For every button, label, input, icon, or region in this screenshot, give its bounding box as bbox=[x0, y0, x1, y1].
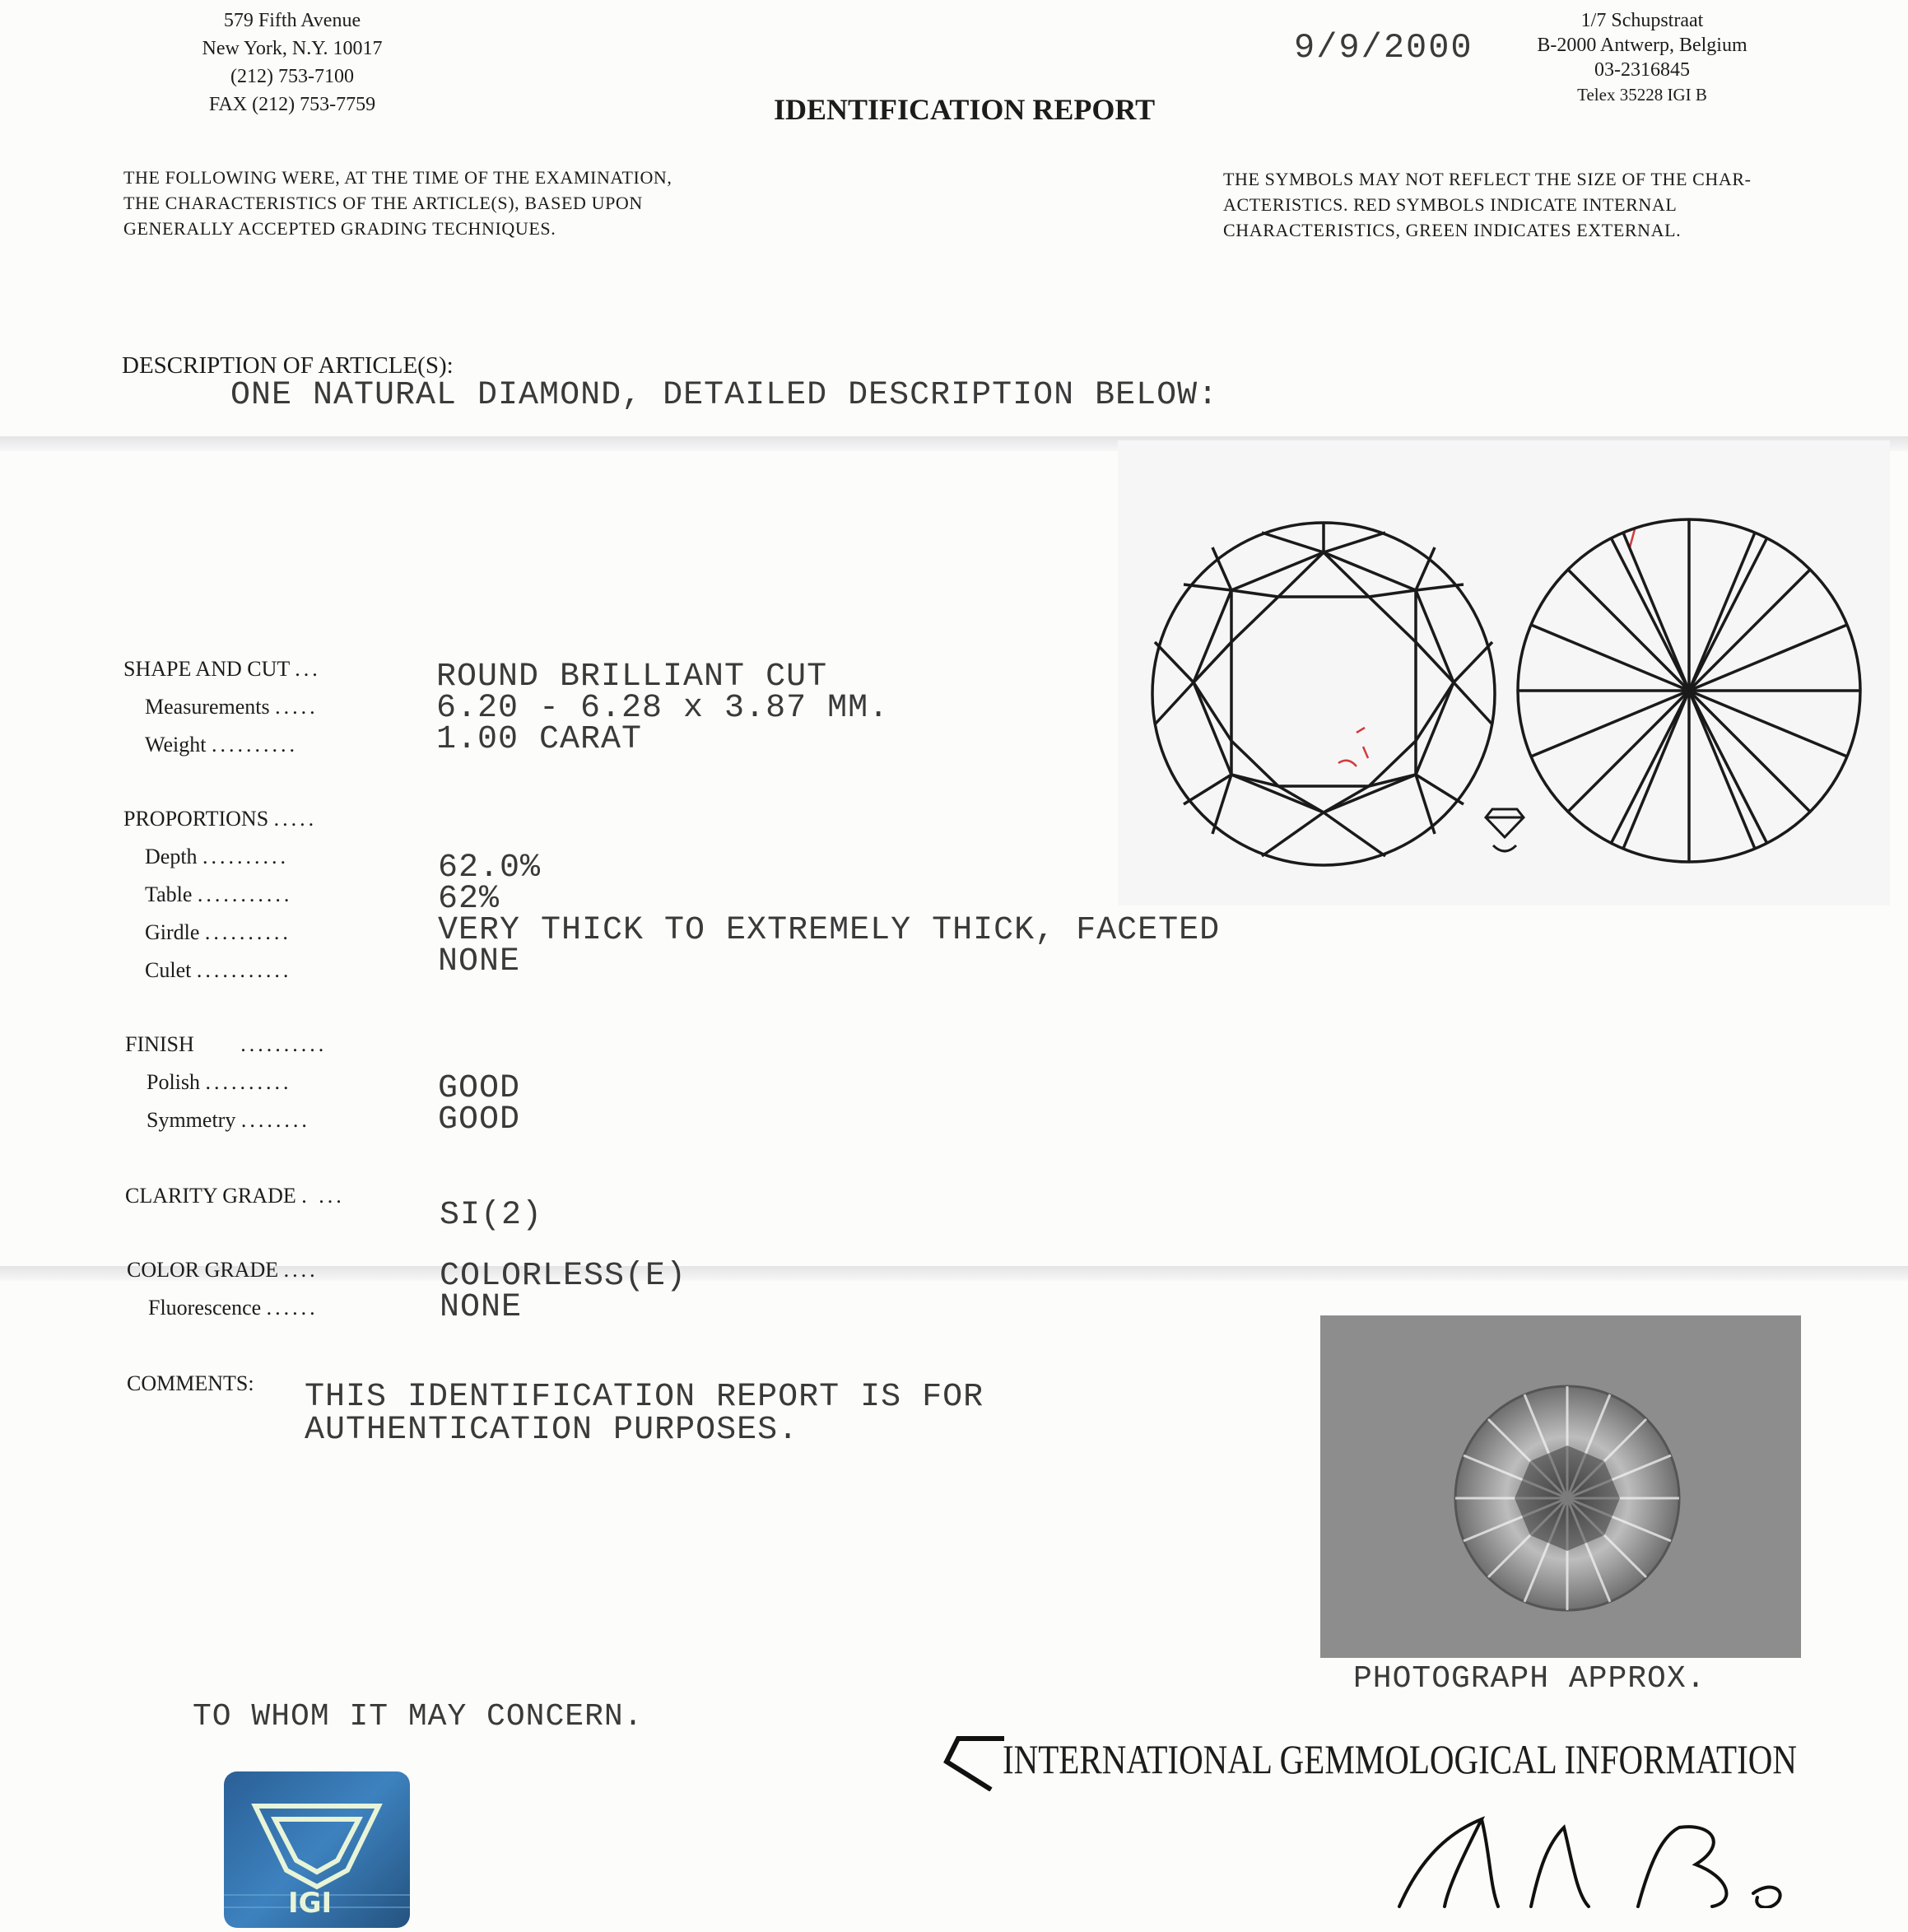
address-line: Telex 35228 IGI B bbox=[1577, 85, 1707, 105]
culet-label: Culet ........... bbox=[145, 958, 292, 982]
polish-value: GOOD bbox=[438, 1070, 521, 1107]
address-line: B-2000 Antwerp, Belgium bbox=[1537, 35, 1747, 56]
address-line: (212) 753-7100 bbox=[230, 66, 354, 87]
diamond-symbol-icon bbox=[1486, 809, 1524, 851]
address-line: 03-2316845 bbox=[1594, 59, 1690, 81]
color-grade-label: COLOR GRADE .... bbox=[127, 1258, 319, 1282]
org-name-block bbox=[943, 1732, 1832, 1798]
girdle-value: VERY THICK TO EXTREMELY THICK, FACETED bbox=[438, 912, 1221, 949]
table-label: Table ........... bbox=[145, 882, 293, 906]
measurements-value: 6.20 - 6.28 x 3.87 MM. bbox=[436, 690, 890, 727]
fluorescence-value: NONE bbox=[440, 1289, 523, 1326]
symmetry-value: GOOD bbox=[438, 1101, 521, 1138]
clarity-value: SI(2) bbox=[440, 1197, 543, 1234]
comments-label: COMMENTS: bbox=[127, 1371, 254, 1395]
report-title: IDENTIFICATION REPORT bbox=[774, 93, 1156, 126]
address-line: 579 Fifth Avenue bbox=[223, 10, 361, 31]
comments-value bbox=[305, 1381, 984, 1447]
igi-logo-icon bbox=[943, 1734, 1009, 1791]
disclaimer-left bbox=[123, 165, 672, 241]
diamond-plot-panel bbox=[1118, 440, 1890, 905]
antwerp-address bbox=[1506, 8, 1778, 107]
disclaimer-line: CHARACTERISTICS, GREEN INDICATES EXTERNAL. bbox=[1223, 220, 1682, 240]
weight-value: 1.00 CARAT bbox=[436, 721, 643, 758]
hologram-seal bbox=[224, 1771, 410, 1928]
disclaimer-line: ACTERISTICS. RED SYMBOLS INDICATE INTERNAL bbox=[1223, 194, 1678, 215]
address-line: FAX (212) 753-7759 bbox=[208, 94, 376, 115]
disclaimer-line: THE SYMBOLS MAY NOT REFLECT THE SIZE OF THE CHAR- bbox=[1223, 169, 1752, 189]
disclaimer-line: THE FOLLOWING WERE, AT THE TIME OF THE EXAMINATION, bbox=[123, 167, 672, 188]
pavilion-view bbox=[1518, 519, 1860, 862]
seal-text: IGI bbox=[288, 1887, 333, 1920]
disclaimer-line: THE CHARACTERISTICS OF THE ARTICLE(S), BASED UPON bbox=[123, 193, 643, 213]
description-label: DESCRIPTION OF ARTICLE(S): bbox=[122, 352, 454, 379]
diamond-plot-diagram bbox=[1118, 440, 1890, 905]
disclaimer-line: GENERALLY ACCEPTED GRADING TECHNIQUES. bbox=[123, 218, 556, 239]
shape-cut-label: SHAPE AND CUT ... bbox=[123, 657, 321, 681]
org-name: INTERNATIONAL GEMMOLOGICAL INFORMATION bbox=[1003, 1736, 1797, 1782]
photo-caption: PHOTOGRAPH APPROX. bbox=[1353, 1661, 1706, 1697]
address-line: 1/7 Schupstraat bbox=[1580, 10, 1704, 31]
weight-label: Weight .......... bbox=[145, 733, 298, 757]
color-value: COLORLESS(E) bbox=[440, 1258, 687, 1295]
signature bbox=[1366, 1803, 1827, 1908]
crown-view bbox=[1152, 523, 1495, 865]
diamond-photo-image bbox=[1320, 1315, 1801, 1658]
address-line: New York, N.Y. 10017 bbox=[202, 38, 383, 59]
shape-value: ROUND BRILLIANT CUT bbox=[436, 659, 828, 696]
culet-value: NONE bbox=[438, 943, 521, 980]
measurements-label: Measurements ..... bbox=[145, 695, 319, 719]
diamond-photograph bbox=[1320, 1315, 1801, 1658]
depth-value: 62.0% bbox=[438, 850, 542, 887]
fluorescence-label: Fluorescence ...... bbox=[148, 1296, 319, 1320]
report-date: 9/9/2000 bbox=[1294, 28, 1473, 68]
description-value: ONE NATURAL DIAMOND, DETAILED DESCRIPTION BELOW: bbox=[230, 377, 1219, 414]
clarity-grade-label: CLARITY GRADE . ... bbox=[125, 1184, 345, 1208]
salutation: TO WHOM IT MAY CONCERN. bbox=[193, 1699, 644, 1734]
symmetry-label: Symmetry ........ bbox=[147, 1108, 310, 1132]
girdle-label: Girdle .......... bbox=[145, 920, 291, 944]
proportions-label: PROPORTIONS ..... bbox=[123, 807, 318, 831]
comment-line: AUTHENTICATION PURPOSES. bbox=[305, 1412, 799, 1449]
finish-label: FINISH .......... bbox=[125, 1032, 328, 1056]
polish-label: Polish .......... bbox=[147, 1070, 292, 1094]
disclaimer-right bbox=[1223, 166, 1752, 243]
new-york-address bbox=[161, 7, 424, 119]
table-value: 62% bbox=[438, 881, 500, 918]
comment-line: THIS IDENTIFICATION REPORT IS FOR bbox=[305, 1379, 984, 1416]
depth-label: Depth .......... bbox=[145, 845, 290, 868]
